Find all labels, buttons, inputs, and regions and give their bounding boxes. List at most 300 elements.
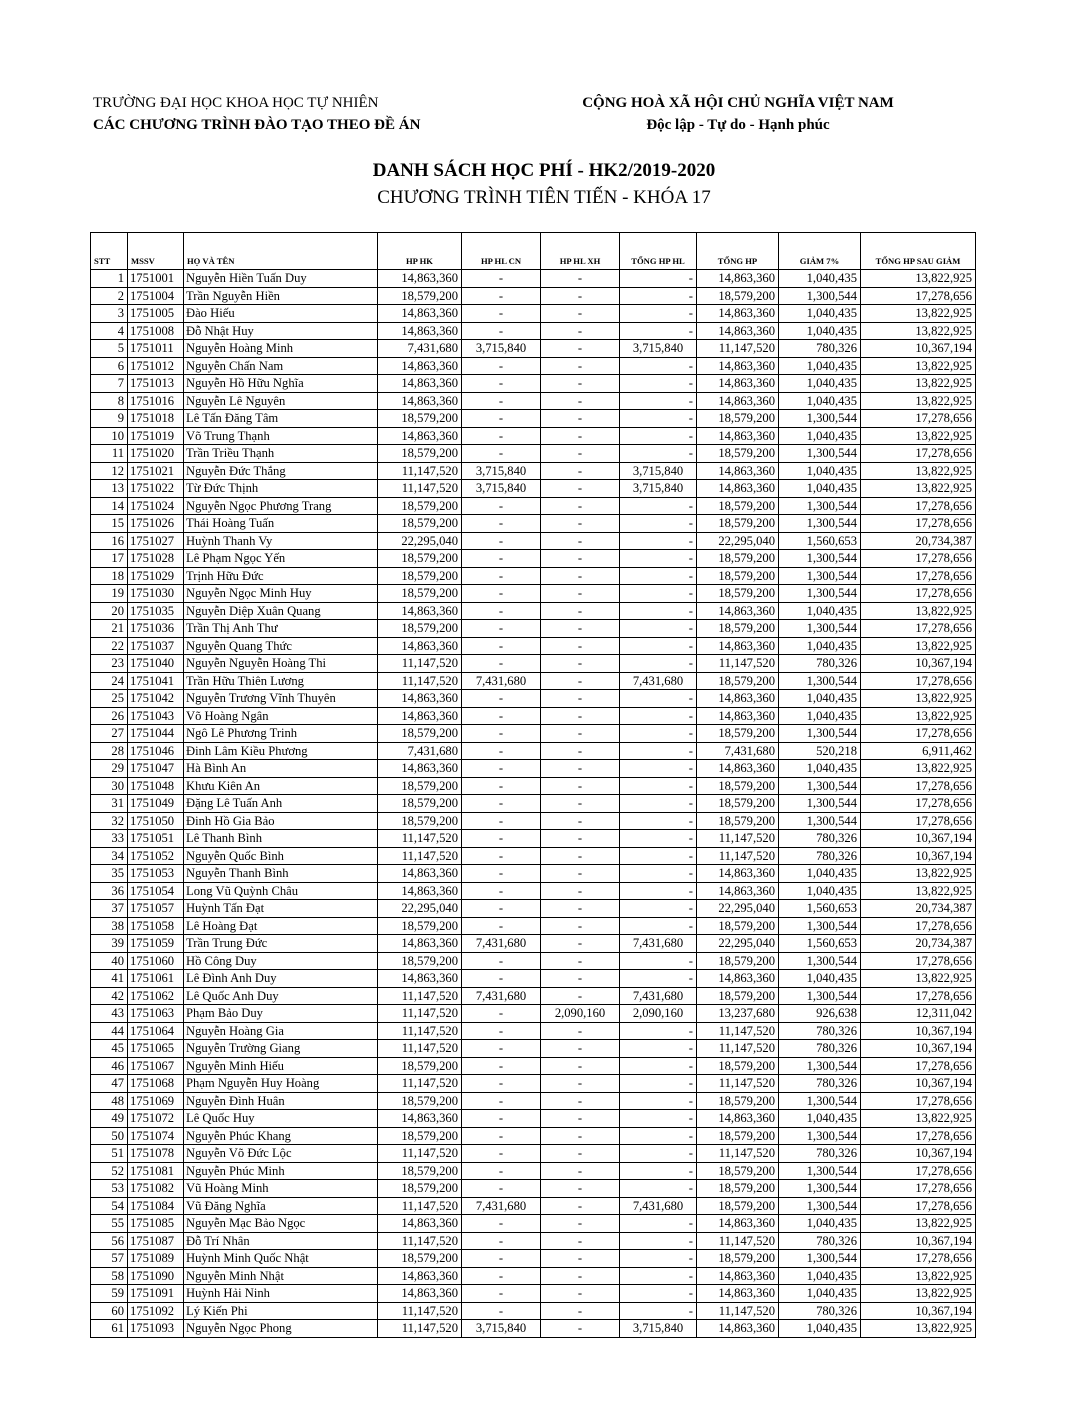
col-header-tong-sau-giam: TỔNG HP SAU GIẢM xyxy=(861,233,976,270)
hp-hk-cell: 14,863,360 xyxy=(378,1215,462,1233)
tong-hp-hl-cell: - xyxy=(620,655,697,673)
tong-hp-cell: 18,579,200 xyxy=(697,987,779,1005)
table-row xyxy=(91,305,976,323)
table-header-row xyxy=(91,233,976,270)
tong-hp-hl-cell: - xyxy=(620,445,697,463)
tong-hp-cell: 14,863,360 xyxy=(697,462,779,480)
hp-hl-xh-cell: - xyxy=(541,1057,620,1075)
table-row xyxy=(91,427,976,445)
mssv-cell: 1751093 xyxy=(128,1320,184,1338)
hp-hk-cell: 14,863,360 xyxy=(378,375,462,393)
tong-hp-hl-cell: - xyxy=(620,427,697,445)
tong-sau-giam-cell: 13,822,925 xyxy=(861,392,976,410)
tong-sau-giam-cell: 17,278,656 xyxy=(861,1057,976,1075)
name-cell: Nguyễn Trương Vĩnh Thuyên xyxy=(184,690,378,708)
giam-cell: 1,040,435 xyxy=(779,1215,861,1233)
hp-hl-xh-cell: - xyxy=(541,532,620,550)
stt-cell: 30 xyxy=(91,777,128,795)
mssv-cell: 1751018 xyxy=(128,410,184,428)
tong-hp-cell: 22,295,040 xyxy=(697,935,779,953)
hp-hl-xh-cell: - xyxy=(541,480,620,498)
hp-hl-cn-cell: - xyxy=(462,1127,541,1145)
mssv-cell: 1751091 xyxy=(128,1285,184,1303)
hp-hk-cell: 18,579,200 xyxy=(378,585,462,603)
tong-hp-hl-cell: - xyxy=(620,270,697,288)
name-cell: Nguyễn Phúc Minh xyxy=(184,1162,378,1180)
tong-hp-cell: 18,579,200 xyxy=(697,1092,779,1110)
tong-sau-giam-cell: 17,278,656 xyxy=(861,567,976,585)
name-cell: Lê Quốc Anh Duy xyxy=(184,987,378,1005)
tong-sau-giam-cell: 13,822,925 xyxy=(861,1320,976,1338)
tong-hp-hl-cell: - xyxy=(620,777,697,795)
mssv-cell: 1751058 xyxy=(128,917,184,935)
name-cell: Nguyễn Đức Thắng xyxy=(184,462,378,480)
hp-hl-cn-cell: - xyxy=(462,637,541,655)
tong-hp-cell: 14,863,360 xyxy=(697,357,779,375)
tong-sau-giam-cell: 10,367,194 xyxy=(861,1302,976,1320)
giam-cell: 1,300,544 xyxy=(779,1162,861,1180)
hp-hl-cn-cell: - xyxy=(462,287,541,305)
hp-hl-xh-cell: - xyxy=(541,707,620,725)
tong-sau-giam-cell: 17,278,656 xyxy=(861,1197,976,1215)
table-row xyxy=(91,882,976,900)
giam-cell: 1,300,544 xyxy=(779,585,861,603)
stt-cell: 48 xyxy=(91,1092,128,1110)
giam-cell: 780,326 xyxy=(779,1022,861,1040)
table-row xyxy=(91,1022,976,1040)
mssv-cell: 1751046 xyxy=(128,742,184,760)
giam-cell: 1,300,544 xyxy=(779,777,861,795)
mssv-cell: 1751089 xyxy=(128,1250,184,1268)
table-row xyxy=(91,1075,976,1093)
table-row xyxy=(91,1057,976,1075)
hp-hk-cell: 14,863,360 xyxy=(378,305,462,323)
tong-hp-cell: 11,147,520 xyxy=(697,1232,779,1250)
hp-hl-cn-cell: - xyxy=(462,1005,541,1023)
stt-cell: 8 xyxy=(91,392,128,410)
tong-hp-hl-cell: - xyxy=(620,637,697,655)
stt-cell: 39 xyxy=(91,935,128,953)
table-row xyxy=(91,357,976,375)
table-row xyxy=(91,847,976,865)
giam-cell: 1,560,653 xyxy=(779,900,861,918)
tong-hp-cell: 14,863,360 xyxy=(697,322,779,340)
tong-hp-cell: 18,579,200 xyxy=(697,620,779,638)
hp-hk-cell: 18,579,200 xyxy=(378,1127,462,1145)
hp-hk-cell: 14,863,360 xyxy=(378,322,462,340)
table-row xyxy=(91,445,976,463)
giam-cell: 1,560,653 xyxy=(779,532,861,550)
hp-hk-cell: 11,147,520 xyxy=(378,1320,462,1338)
col-header-giam: GIẢM 7% xyxy=(779,233,861,270)
name-cell: Nguyễn Thanh Bình xyxy=(184,865,378,883)
table-row xyxy=(91,795,976,813)
name-cell: Nguyễn Hoàng Gia xyxy=(184,1022,378,1040)
table-row xyxy=(91,1162,976,1180)
table-row xyxy=(91,322,976,340)
tong-hp-hl-cell: - xyxy=(620,1145,697,1163)
name-cell: Nguyễn Quang Thức xyxy=(184,637,378,655)
name-cell: Đinh Hồ Gia Bảo xyxy=(184,812,378,830)
hp-hl-cn-cell: - xyxy=(462,847,541,865)
giam-cell: 1,040,435 xyxy=(779,865,861,883)
mssv-cell: 1751067 xyxy=(128,1057,184,1075)
hp-hl-cn-cell: 7,431,680 xyxy=(462,672,541,690)
document-subtitle: CHƯƠNG TRÌNH TIÊN TIẾN - KHÓA 17 xyxy=(377,187,711,208)
hp-hl-cn-cell: - xyxy=(462,497,541,515)
tong-hp-cell: 18,579,200 xyxy=(697,672,779,690)
hp-hl-xh-cell: - xyxy=(541,952,620,970)
stt-cell: 28 xyxy=(91,742,128,760)
tong-hp-cell: 13,237,680 xyxy=(697,1005,779,1023)
stt-cell: 46 xyxy=(91,1057,128,1075)
hp-hl-cn-cell: 3,715,840 xyxy=(462,1320,541,1338)
hp-hl-cn-cell: - xyxy=(462,830,541,848)
giam-cell: 780,326 xyxy=(779,1232,861,1250)
hp-hk-cell: 11,147,520 xyxy=(378,1232,462,1250)
hp-hl-cn-cell: - xyxy=(462,760,541,778)
tuition-table xyxy=(90,232,976,1338)
table-row xyxy=(91,917,976,935)
mssv-cell: 1751090 xyxy=(128,1267,184,1285)
tong-hp-hl-cell: - xyxy=(620,830,697,848)
hp-hl-xh-cell: - xyxy=(541,1320,620,1338)
hp-hl-xh-cell: - xyxy=(541,637,620,655)
hp-hk-cell: 18,579,200 xyxy=(378,445,462,463)
mssv-cell: 1751035 xyxy=(128,602,184,620)
hp-hk-cell: 14,863,360 xyxy=(378,392,462,410)
name-cell: Lý Kiến Phi xyxy=(184,1302,378,1320)
tong-sau-giam-cell: 10,367,194 xyxy=(861,1075,976,1093)
giam-cell: 1,300,544 xyxy=(779,795,861,813)
giam-cell: 780,326 xyxy=(779,1302,861,1320)
table-row xyxy=(91,515,976,533)
hp-hl-cn-cell: - xyxy=(462,795,541,813)
giam-cell: 1,300,544 xyxy=(779,515,861,533)
hp-hk-cell: 18,579,200 xyxy=(378,497,462,515)
hp-hk-cell: 11,147,520 xyxy=(378,1005,462,1023)
hp-hk-cell: 14,863,360 xyxy=(378,760,462,778)
tong-sau-giam-cell: 17,278,656 xyxy=(861,287,976,305)
table-row xyxy=(91,1145,976,1163)
giam-cell: 1,300,544 xyxy=(779,1180,861,1198)
table-row xyxy=(91,987,976,1005)
hp-hl-xh-cell: - xyxy=(541,742,620,760)
hp-hl-cn-cell: - xyxy=(462,1180,541,1198)
tong-hp-hl-cell: - xyxy=(620,1162,697,1180)
stt-cell: 43 xyxy=(91,1005,128,1023)
stt-cell: 9 xyxy=(91,410,128,428)
table-row xyxy=(91,1127,976,1145)
hp-hk-cell: 11,147,520 xyxy=(378,1302,462,1320)
giam-cell: 1,300,544 xyxy=(779,567,861,585)
hp-hl-xh-cell: - xyxy=(541,725,620,743)
hp-hl-cn-cell: - xyxy=(462,1215,541,1233)
hp-hl-cn-cell: - xyxy=(462,777,541,795)
name-cell: Hà Bình An xyxy=(184,760,378,778)
name-cell: Huỳnh Tấn Đạt xyxy=(184,900,378,918)
tong-sau-giam-cell: 17,278,656 xyxy=(861,410,976,428)
table-row xyxy=(91,900,976,918)
tong-hp-cell: 11,147,520 xyxy=(697,1075,779,1093)
tong-sau-giam-cell: 13,822,925 xyxy=(861,270,976,288)
hp-hl-cn-cell: - xyxy=(462,952,541,970)
table-row xyxy=(91,777,976,795)
tong-hp-hl-cell: - xyxy=(620,760,697,778)
hp-hl-xh-cell: - xyxy=(541,935,620,953)
name-cell: Long Vũ Quỳnh Châu xyxy=(184,882,378,900)
table-row xyxy=(91,1285,976,1303)
stt-cell: 13 xyxy=(91,480,128,498)
stt-cell: 3 xyxy=(91,305,128,323)
hp-hl-xh-cell: - xyxy=(541,1267,620,1285)
giam-cell: 1,300,544 xyxy=(779,497,861,515)
mssv-cell: 1751072 xyxy=(128,1110,184,1128)
hp-hk-cell: 14,863,360 xyxy=(378,865,462,883)
tong-hp-hl-cell: - xyxy=(620,1302,697,1320)
mssv-cell: 1751053 xyxy=(128,865,184,883)
hp-hl-xh-cell: - xyxy=(541,1285,620,1303)
hp-hl-cn-cell: - xyxy=(462,1145,541,1163)
hp-hl-cn-cell: - xyxy=(462,1302,541,1320)
table-row xyxy=(91,462,976,480)
tong-hp-hl-cell: - xyxy=(620,970,697,988)
hp-hl-xh-cell: - xyxy=(541,322,620,340)
mssv-cell: 1751065 xyxy=(128,1040,184,1058)
hp-hl-xh-cell: 2,090,160 xyxy=(541,1005,620,1023)
tong-hp-hl-cell: 3,715,840 xyxy=(620,480,697,498)
tong-hp-cell: 14,863,360 xyxy=(697,270,779,288)
table-row xyxy=(91,952,976,970)
table-row xyxy=(91,1197,976,1215)
tong-hp-cell: 18,579,200 xyxy=(697,1180,779,1198)
name-cell: Nguyễn Trường Giang xyxy=(184,1040,378,1058)
tong-hp-hl-cell: - xyxy=(620,550,697,568)
tong-sau-giam-cell: 17,278,656 xyxy=(861,1127,976,1145)
stt-cell: 55 xyxy=(91,1215,128,1233)
col-header-tong-hp: TỔNG HP xyxy=(697,233,779,270)
stt-cell: 42 xyxy=(91,987,128,1005)
table-row xyxy=(91,532,976,550)
hp-hk-cell: 18,579,200 xyxy=(378,1057,462,1075)
tong-hp-hl-cell: 3,715,840 xyxy=(620,1320,697,1338)
mssv-cell: 1751078 xyxy=(128,1145,184,1163)
hp-hk-cell: 14,863,360 xyxy=(378,427,462,445)
hp-hk-cell: 7,431,680 xyxy=(378,340,462,358)
table-row xyxy=(91,637,976,655)
giam-cell: 1,300,544 xyxy=(779,550,861,568)
name-cell: Võ Trung Thạnh xyxy=(184,427,378,445)
tong-sau-giam-cell: 20,734,387 xyxy=(861,532,976,550)
stt-cell: 12 xyxy=(91,462,128,480)
hp-hk-cell: 11,147,520 xyxy=(378,1197,462,1215)
name-cell: Phạm Bảo Duy xyxy=(184,1005,378,1023)
tong-sau-giam-cell: 17,278,656 xyxy=(861,777,976,795)
giam-cell: 1,040,435 xyxy=(779,1320,861,1338)
hp-hl-xh-cell: - xyxy=(541,760,620,778)
mssv-cell: 1751027 xyxy=(128,532,184,550)
tong-hp-cell: 18,579,200 xyxy=(697,1250,779,1268)
tong-sau-giam-cell: 17,278,656 xyxy=(861,445,976,463)
tong-sau-giam-cell: 10,367,194 xyxy=(861,847,976,865)
name-cell: Nguyễn Chấn Nam xyxy=(184,357,378,375)
motto: Độc lập - Tự do - Hạnh phúc xyxy=(646,117,830,133)
university-name: TRƯỜNG ĐẠI HỌC KHOA HỌC TỰ NHIÊN xyxy=(93,95,379,111)
tong-hp-cell: 14,863,360 xyxy=(697,882,779,900)
name-cell: Lê Hoàng Đạt xyxy=(184,917,378,935)
hp-hl-xh-cell: - xyxy=(541,287,620,305)
table-row xyxy=(91,1250,976,1268)
mssv-cell: 1751049 xyxy=(128,795,184,813)
header-right xyxy=(558,92,918,136)
tong-sau-giam-cell: 13,822,925 xyxy=(861,865,976,883)
name-cell: Nguyễn Nguyễn Hoàng Thi xyxy=(184,655,378,673)
mssv-cell: 1751054 xyxy=(128,882,184,900)
giam-cell: 1,300,544 xyxy=(779,1197,861,1215)
tong-sau-giam-cell: 17,278,656 xyxy=(861,725,976,743)
tong-hp-hl-cell: - xyxy=(620,585,697,603)
tong-hp-cell: 18,579,200 xyxy=(697,1197,779,1215)
tong-sau-giam-cell: 20,734,387 xyxy=(861,900,976,918)
tong-hp-cell: 14,863,360 xyxy=(697,1267,779,1285)
hp-hk-cell: 18,579,200 xyxy=(378,795,462,813)
tong-sau-giam-cell: 17,278,656 xyxy=(861,1092,976,1110)
mssv-cell: 1751081 xyxy=(128,1162,184,1180)
mssv-cell: 1751044 xyxy=(128,725,184,743)
hp-hl-cn-cell: - xyxy=(462,532,541,550)
tong-hp-cell: 14,863,360 xyxy=(697,690,779,708)
name-cell: Đặng Lê Tuấn Anh xyxy=(184,795,378,813)
header-left xyxy=(93,92,420,136)
table-row xyxy=(91,707,976,725)
name-cell: Nguyễn Võ Đức Lộc xyxy=(184,1145,378,1163)
hp-hl-xh-cell: - xyxy=(541,1162,620,1180)
tong-hp-hl-cell: - xyxy=(620,305,697,323)
mssv-cell: 1751022 xyxy=(128,480,184,498)
mssv-cell: 1751040 xyxy=(128,655,184,673)
tong-sau-giam-cell: 10,367,194 xyxy=(861,1022,976,1040)
stt-cell: 60 xyxy=(91,1302,128,1320)
name-cell: Trịnh Hữu Đức xyxy=(184,567,378,585)
hp-hk-cell: 11,147,520 xyxy=(378,655,462,673)
tong-sau-giam-cell: 13,822,925 xyxy=(861,970,976,988)
table-row xyxy=(91,970,976,988)
tong-sau-giam-cell: 13,822,925 xyxy=(861,322,976,340)
giam-cell: 1,040,435 xyxy=(779,760,861,778)
mssv-cell: 1751026 xyxy=(128,515,184,533)
tong-hp-cell: 14,863,360 xyxy=(697,375,779,393)
hp-hl-cn-cell: 7,431,680 xyxy=(462,1197,541,1215)
hp-hl-cn-cell: - xyxy=(462,1040,541,1058)
name-cell: Trần Hữu Thiên Lương xyxy=(184,672,378,690)
tong-hp-hl-cell: 7,431,680 xyxy=(620,987,697,1005)
tong-sau-giam-cell: 13,822,925 xyxy=(861,1285,976,1303)
hp-hk-cell: 18,579,200 xyxy=(378,515,462,533)
name-cell: Nguyễn Minh Hiếu xyxy=(184,1057,378,1075)
tong-hp-cell: 22,295,040 xyxy=(697,900,779,918)
stt-cell: 4 xyxy=(91,322,128,340)
hp-hl-cn-cell: - xyxy=(462,742,541,760)
stt-cell: 34 xyxy=(91,847,128,865)
mssv-cell: 1751028 xyxy=(128,550,184,568)
stt-cell: 53 xyxy=(91,1180,128,1198)
name-cell: Nguyễn Minh Nhật xyxy=(184,1267,378,1285)
giam-cell: 1,300,544 xyxy=(779,410,861,428)
mssv-cell: 1751048 xyxy=(128,777,184,795)
hp-hl-xh-cell: - xyxy=(541,1075,620,1093)
hp-hl-xh-cell: - xyxy=(541,1145,620,1163)
stt-cell: 61 xyxy=(91,1320,128,1338)
mssv-cell: 1751085 xyxy=(128,1215,184,1233)
hp-hl-xh-cell: - xyxy=(541,690,620,708)
mssv-cell: 1751029 xyxy=(128,567,184,585)
hp-hl-xh-cell: - xyxy=(541,410,620,428)
tong-hp-cell: 14,863,360 xyxy=(697,865,779,883)
tong-sau-giam-cell: 13,822,925 xyxy=(861,427,976,445)
hp-hk-cell: 14,863,360 xyxy=(378,882,462,900)
table-row xyxy=(91,550,976,568)
giam-cell: 1,300,544 xyxy=(779,812,861,830)
stt-cell: 6 xyxy=(91,357,128,375)
stt-cell: 21 xyxy=(91,620,128,638)
tong-hp-hl-cell: - xyxy=(620,690,697,708)
giam-cell: 780,326 xyxy=(779,847,861,865)
stt-cell: 59 xyxy=(91,1285,128,1303)
hp-hl-cn-cell: - xyxy=(462,970,541,988)
hp-hk-cell: 18,579,200 xyxy=(378,1092,462,1110)
table-row xyxy=(91,270,976,288)
tong-hp-hl-cell: - xyxy=(620,865,697,883)
tong-sau-giam-cell: 13,822,925 xyxy=(861,357,976,375)
hp-hl-xh-cell: - xyxy=(541,1250,620,1268)
hp-hk-cell: 11,147,520 xyxy=(378,847,462,865)
name-cell: Nguyễn Ngọc Phong xyxy=(184,1320,378,1338)
tong-hp-hl-cell: - xyxy=(620,1215,697,1233)
tong-sau-giam-cell: 13,822,925 xyxy=(861,375,976,393)
giam-cell: 1,300,544 xyxy=(779,445,861,463)
table-row xyxy=(91,830,976,848)
table-row xyxy=(91,410,976,428)
col-header-tong-hp-hl: TỔNG HP HL xyxy=(620,233,697,270)
hp-hl-xh-cell: - xyxy=(541,585,620,603)
hp-hl-cn-cell: - xyxy=(462,567,541,585)
mssv-cell: 1751047 xyxy=(128,760,184,778)
tong-hp-cell: 14,863,360 xyxy=(697,602,779,620)
stt-cell: 17 xyxy=(91,550,128,568)
tong-hp-hl-cell: - xyxy=(620,707,697,725)
name-cell: Từ Đức Thịnh xyxy=(184,480,378,498)
hp-hk-cell: 18,579,200 xyxy=(378,725,462,743)
name-cell: Đào Hiếu xyxy=(184,305,378,323)
name-cell: Vũ Đăng Nghĩa xyxy=(184,1197,378,1215)
giam-cell: 1,040,435 xyxy=(779,322,861,340)
tong-hp-hl-cell: - xyxy=(620,1040,697,1058)
tong-hp-hl-cell: - xyxy=(620,410,697,428)
hp-hl-cn-cell: - xyxy=(462,620,541,638)
name-cell: Huỳnh Hải Ninh xyxy=(184,1285,378,1303)
hp-hk-cell: 11,147,520 xyxy=(378,480,462,498)
tong-hp-cell: 18,579,200 xyxy=(697,952,779,970)
tong-hp-hl-cell: - xyxy=(620,375,697,393)
tong-sau-giam-cell: 13,822,925 xyxy=(861,480,976,498)
hp-hk-cell: 18,579,200 xyxy=(378,777,462,795)
hp-hk-cell: 18,579,200 xyxy=(378,1250,462,1268)
tong-hp-cell: 7,431,680 xyxy=(697,742,779,760)
table-row xyxy=(91,1302,976,1320)
tong-hp-hl-cell: - xyxy=(620,1110,697,1128)
hp-hl-xh-cell: - xyxy=(541,357,620,375)
tong-sau-giam-cell: 17,278,656 xyxy=(861,550,976,568)
